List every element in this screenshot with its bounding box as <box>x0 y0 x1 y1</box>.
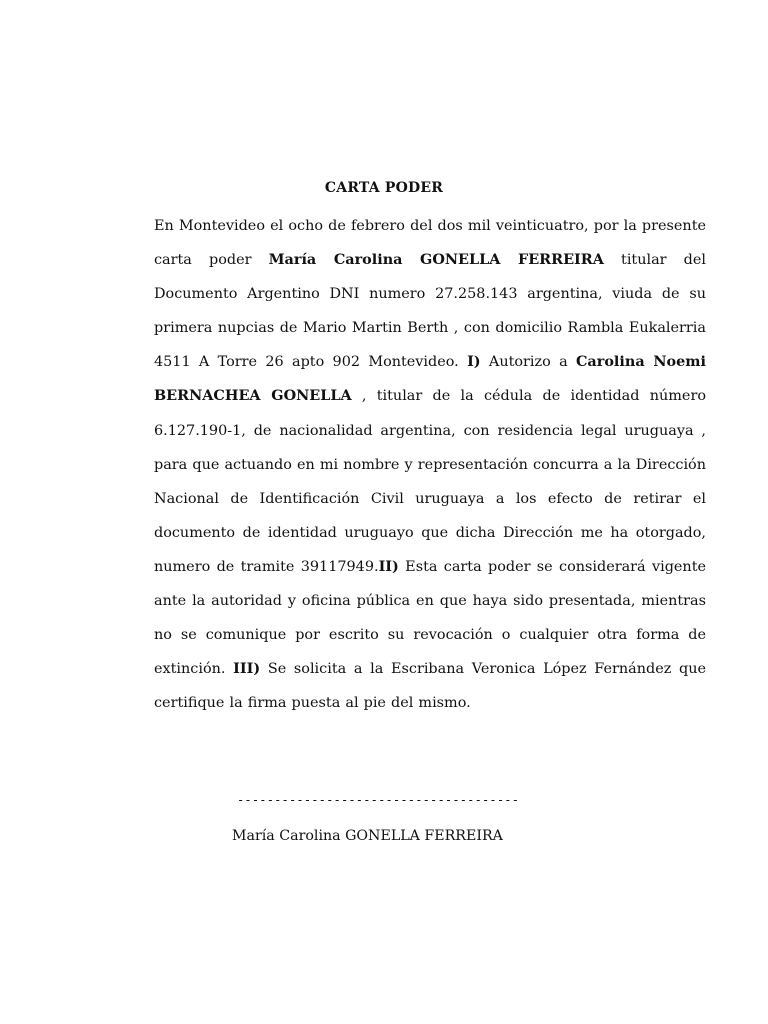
body-segment: Esta carta poder se considerará vigente ante la autoridad y oficina pública en que haya sido presentada, mientras no se comunique por escrito su revocación o cualquier otra forma de extinción. <box>154 558 706 678</box>
body-segment: Autorizo a <box>480 354 576 371</box>
body-segment: , titular de la cédula de identidad número 6.127.190-1, de nacionalidad argentina, con residencia legal uruguaya , para que actuando en mi nombre y representación concurra a la Dirección Nacional de Identificación Civil uruguaya a los efecto de retirar el documento de identidad uruguayo que dicha Dirección me ha otorgado, numero de tramite 39117949. <box>154 388 706 575</box>
body-segment: En Montevideo el ocho de febrero del dos mil veinticuatro, por la presente carta poder <box>154 218 706 269</box>
signature-name: María Carolina GONELLA FERREIRA <box>232 828 503 844</box>
body-segment: Se solicita a la Escribana Veronica López Fernández que certifique la firma puesta al pie del mismo. <box>154 661 706 712</box>
body-segment: titular del Documento Argentino DNI numero 27.258.143 argentina, viuda de su primera nupcias de Mario Martin Berth , con domicilio Rambla Eukalerria 4511 A Torre 26 apto 902 Montevideo. <box>154 252 706 371</box>
document-title: CARTA PODER <box>324 180 444 196</box>
clause-marker: I) <box>467 353 481 371</box>
body-segment-bold: María Carolina GONELLA FERREIRA <box>268 251 604 269</box>
clause-marker: III) <box>233 660 261 678</box>
body-segment-bold: Carolina Noemi BERNACHEA GONELLA <box>154 353 706 405</box>
signature-line: -------------------------------------- <box>237 793 520 807</box>
document-body <box>154 209 706 720</box>
clause-marker: II) <box>378 557 399 575</box>
